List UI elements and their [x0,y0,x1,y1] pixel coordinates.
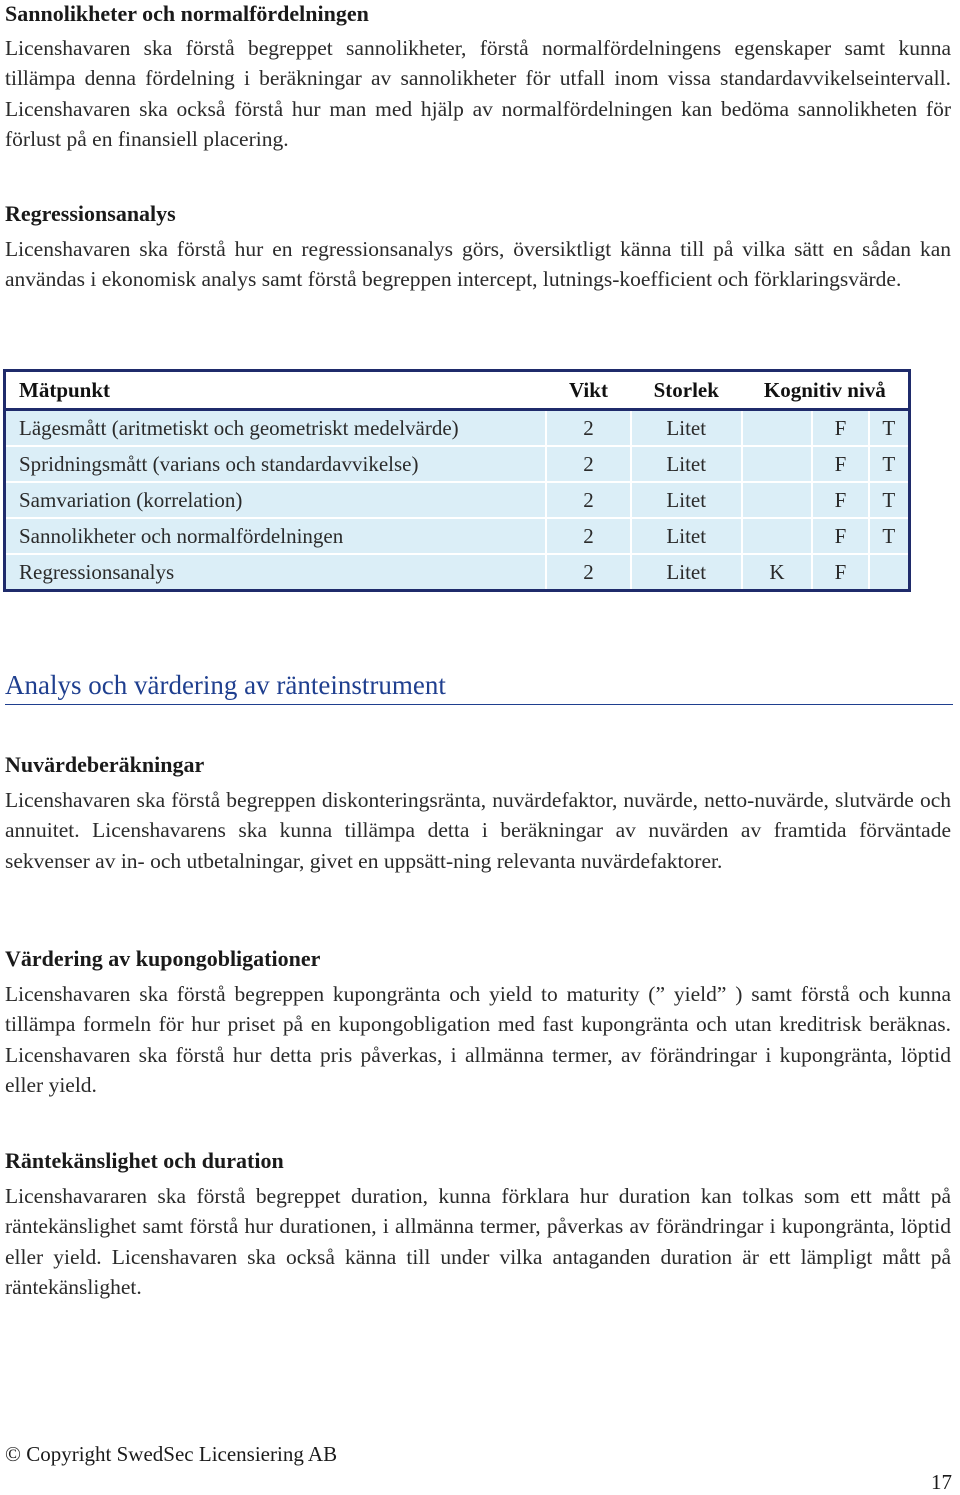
cell-kognitiv-k: K [742,554,813,591]
cell-kognitiv-f: F [812,482,868,518]
cell-kognitiv-f: F [812,518,868,554]
cell-storlek: Litet [631,446,742,482]
section-body: Licenshavararen ska förstå begreppet duration, kunna förklara hur duration kan tolkas som ett mått på räntekänslighet samt förstå hur durationen, i allmänna termer, påverkas av förändringar i kupongränta, löptid eller yield. Licenshavaren ska också känna till under vilka antaganden duration är ett lämpligt mått på räntekänslighet. [5,1184,951,1299]
section-body: Licenshavaren ska förstå begreppen diskonteringsränta, nuvärdefaktor, nuvärde, netto-nuvärde, slutvärde och annuitet. Licenshavarens ska kunna tillämpa detta i beräkningar av nuvärden av framtida förväntade sekvenser av in- och utbetalningar, givet en uppsätt-ning relevanta nuvärdefaktorer. [5,788,951,873]
header-storlek: Storlek [631,371,742,410]
cell-kognitiv-t: T [869,518,910,554]
table-row [5,518,910,554]
section-heading: Regressionsanalys [5,201,176,226]
cell-kognitiv-t: T [869,410,910,447]
section-regressionsanalys [5,200,951,295]
header-kognitiv-niva: Kognitiv nivå [742,371,910,410]
cell-matpunkt: Sannolikheter och normalfördelningen [5,518,547,554]
cell-kognitiv-k [742,446,813,482]
page-number: 17 [931,1470,952,1494]
table-row [5,554,910,591]
matpunkt-table [3,369,911,592]
cell-kognitiv-k [742,518,813,554]
cell-matpunkt: Regressionsanalys [5,554,547,591]
cell-kognitiv-f: F [812,446,868,482]
cell-storlek: Litet [631,518,742,554]
table-row [5,410,910,447]
section-heading: Nuvärdeberäkningar [5,752,205,777]
section-kupongobligationer [5,945,951,1100]
cell-kognitiv-t: T [869,482,910,518]
matpunkt-table-wrapper [3,369,911,592]
table-row [5,482,910,518]
section-body: Licenshavaren ska förstå begreppen kupongränta och yield to maturity (” yield” ) samt förstå och kunna tillämpa formeln för hur priset på en kupongobligation med fast kupongränta och utan kreditrisk beräknas. Licenshavaren ska förstå hur detta pris påverkas, i allmänna termer, av förändringar i kupongränta, löptid eller yield. [5,982,951,1097]
section-sannolikheter [5,0,951,154]
cell-storlek: Litet [631,482,742,518]
cell-kognitiv-f: F [812,410,868,447]
cell-kognitiv-t: T [869,446,910,482]
table-body [5,410,910,591]
cell-storlek: Litet [631,554,742,591]
cell-vikt: 2 [546,446,631,482]
cell-kognitiv-k [742,482,813,518]
cell-vikt: 2 [546,518,631,554]
section-body: Licenshavaren ska förstå hur en regressionsanalys görs, översiktligt känna till på vilka sätt en sådan kan användas i ekonomisk analys samt förstå begreppen intercept, lutnings-koefficient och förklaringsvärde. [5,237,951,292]
cell-kognitiv-t [869,554,910,591]
table-header-row [5,371,910,410]
section-body: Licenshavaren ska förstå begreppet sannolikheter, förstå normalfördelningens egenskaper samt kunna tillämpa denna fördelning i beräkningar av sannolikheter för utfall inom vissa standardavvikelseintervall. Licenshavaren ska också förstå hur man med hjälp av normalfördelningen kan bedöma sannolikheten för förlust på en finansiell placering. [5,36,951,151]
section-heading: Värdering av kupongobligationer [5,946,321,971]
cell-vikt: 2 [546,482,631,518]
header-vikt: Vikt [546,371,631,410]
cell-matpunkt: Spridningsmått (varians och standardavvikelse) [5,446,547,482]
footer-copyright: © Copyright SwedSec Licensiering AB [5,1442,338,1466]
section-title: Analys och värdering av ränteinstrument [5,668,953,705]
cell-vikt: 2 [546,554,631,591]
cell-matpunkt: Lägesmått (aritmetiskt och geometriskt medelvärde) [5,410,547,447]
section-duration [5,1147,951,1302]
header-matpunkt: Mätpunkt [5,371,547,410]
section-heading: Räntekänslighet och duration [5,1148,284,1173]
cell-matpunkt: Samvariation (korrelation) [5,482,547,518]
section-nuvardeberakningar [5,751,951,876]
section-heading: Sannolikheter och normalfördelningen [5,1,369,26]
cell-kognitiv-f: F [812,554,868,591]
cell-storlek: Litet [631,410,742,447]
cell-kognitiv-k [742,410,813,447]
cell-vikt: 2 [546,410,631,447]
table-row [5,446,910,482]
